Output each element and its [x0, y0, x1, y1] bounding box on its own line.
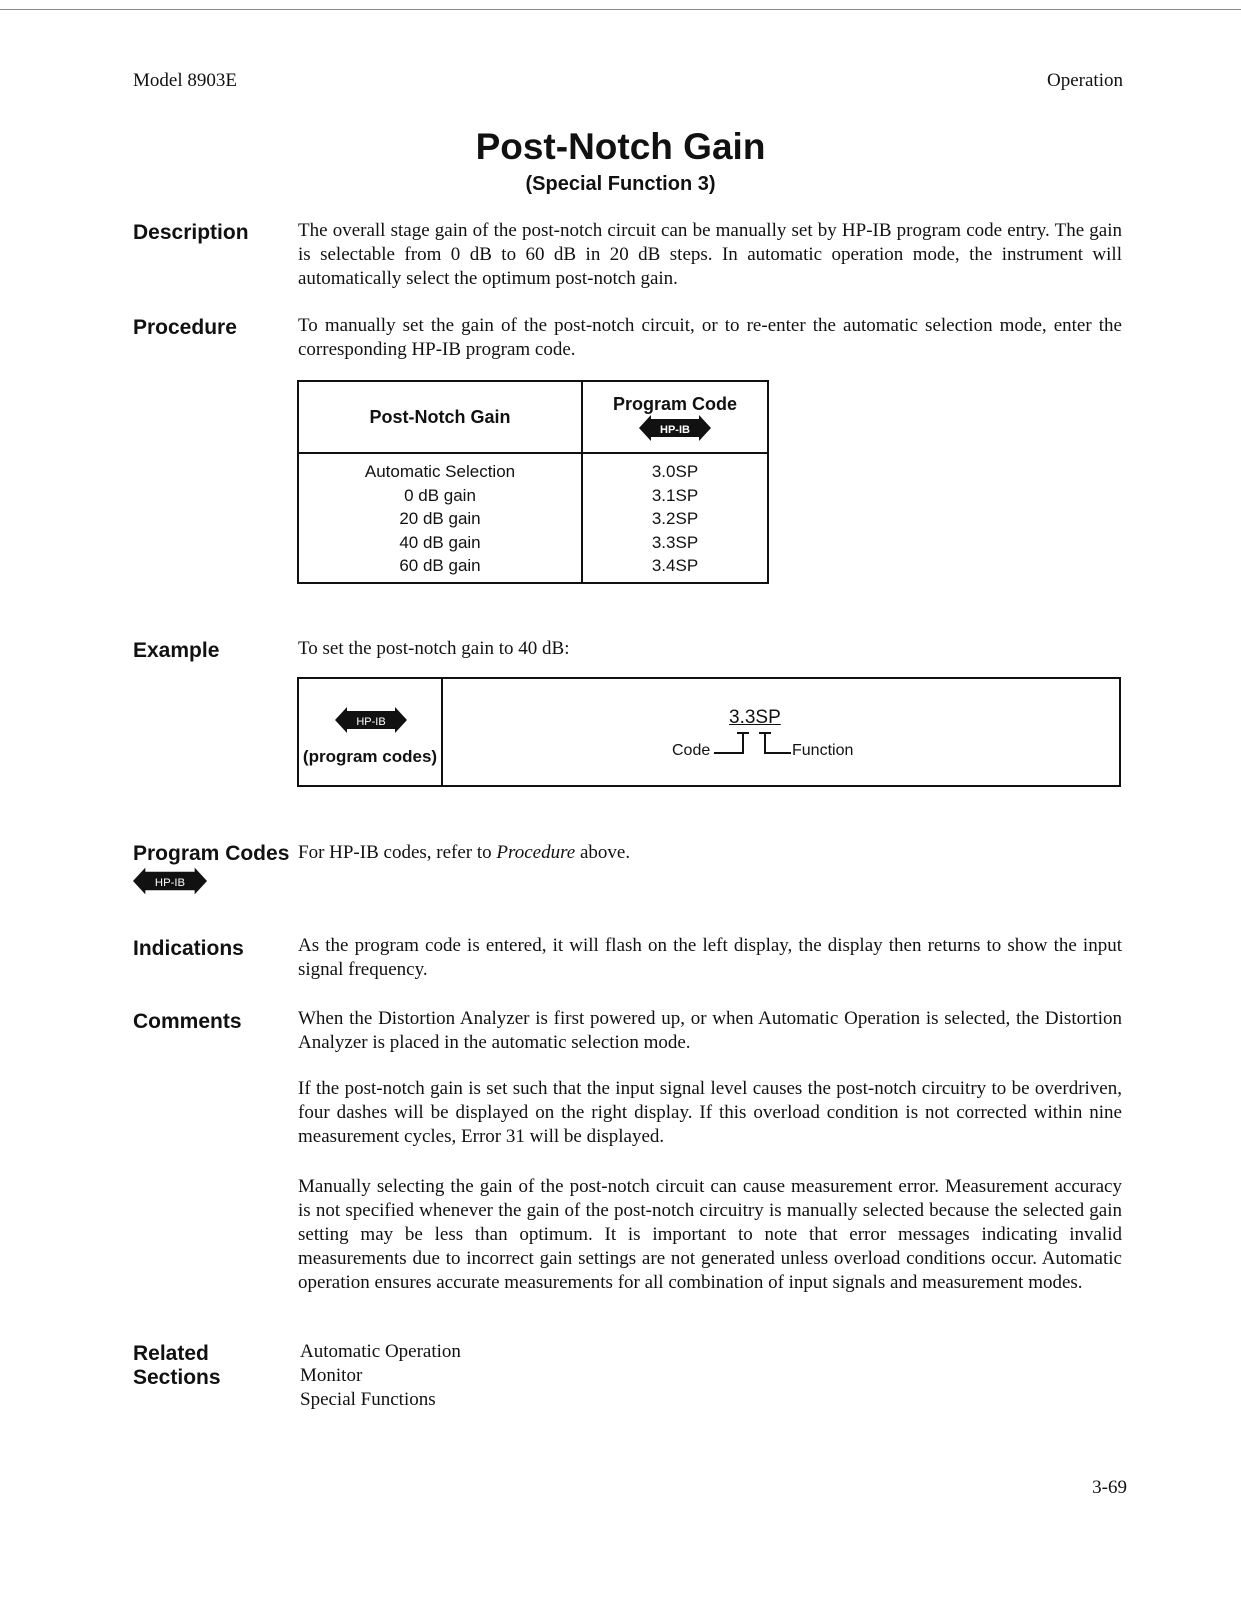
- hpib-arrow-icon: [639, 415, 711, 441]
- description-label: Description: [133, 221, 249, 244]
- procedure-reference: Procedure: [496, 842, 576, 863]
- comments-paragraph: When the Distortion Analyzer is first powered up, or when Automatic Operation is selected, the Distortion Analyzer is placed in the automatic selection mode.: [298, 1008, 1122, 1053]
- section-header: Operation: [1047, 70, 1123, 91]
- code-value: 3.0SP: [651, 462, 699, 481]
- indications-label: Indications: [133, 937, 244, 960]
- code-column-header: [582, 381, 768, 453]
- hpib-arrow-icon: [133, 867, 207, 895]
- related-label-line2: Sections: [133, 1366, 221, 1389]
- code-value: 3.3SP: [651, 532, 699, 552]
- program-code-header-text: Program Code: [612, 393, 738, 414]
- program-codes-section-label: Program Codes: [133, 842, 290, 865]
- code-value: 3.1SP: [651, 485, 699, 505]
- code-cell: [582, 453, 768, 583]
- example-text: To set the post-notch gain to 40 dB:: [298, 638, 570, 659]
- example-box: [297, 677, 1121, 787]
- procedure-text: To manually set the gain of the post-notch circuit, or to re-enter the automatic selection mode, enter the corresponding HP-IB program code.: [298, 315, 1122, 360]
- gain-table: [297, 380, 769, 584]
- gain-cell: [298, 453, 582, 583]
- code-bracket-lines: [711, 731, 793, 759]
- function-label: Function: [792, 742, 854, 759]
- comments-label: Comments: [133, 1010, 242, 1033]
- model-header: Model 8903E: [133, 70, 237, 91]
- page-number: 3-69: [1092, 1477, 1127, 1498]
- top-rule: [0, 9, 1241, 10]
- program-codes-label: (program codes): [302, 747, 438, 766]
- hpib-text: HP-IB: [660, 423, 690, 436]
- comments-paragraph: Manually selecting the gain of the post-notch circuit can cause measurement error. Measurement accuracy is not specified whenever the gain of the post-notch circuitry is manually selected because the selected gain setting may be less than optimum. It is important to note that error messages indicating invalid measurements due to incorrect gain settings are not generated unless overload conditions occur. Automatic operation ensures accurate measurements for all combination of input signals and measurement modes.: [298, 1176, 1122, 1293]
- program-codes-text-after: above.: [575, 842, 631, 863]
- related-item: Monitor: [300, 1365, 363, 1386]
- code-label: Code: [672, 742, 711, 759]
- hpib-arrow-icon: [335, 707, 407, 733]
- gain-value: 20 dB gain: [399, 509, 481, 528]
- gain-value: 0 dB gain: [404, 485, 476, 505]
- gain-column-header: Post-Notch Gain: [298, 381, 582, 453]
- example-hpib-cell: [299, 679, 443, 785]
- gain-value: Automatic Selection: [364, 462, 516, 481]
- related-item: Special Functions: [300, 1389, 436, 1410]
- program-codes-text: [298, 841, 1122, 865]
- page-subtitle: (Special Function 3): [525, 173, 716, 195]
- page-title: Post-Notch Gain: [475, 126, 766, 167]
- code-value: 3.4SP: [651, 556, 699, 575]
- related-label-line1: Related: [133, 1342, 209, 1365]
- indications-text: As the program code is entered, it will flash on the left display, the display then returns to show the input signal frequency.: [298, 935, 1122, 980]
- comments-paragraph: If the post-notch gain is set such that the input signal level causes the post-notch circuitry to be overdriven, four dashes will be displayed on the right display. If this overload condition is not corrected within nine measurement cycles, Error 31 will be displayed.: [298, 1078, 1122, 1147]
- description-text: The overall stage gain of the post-notch circuit can be manually set by HP-IB program code entry. The gain is selectable from 0 dB to 60 dB in 20 dB steps. In automatic operation mode, the instrument will automatically select the optimum post-notch gain.: [298, 220, 1122, 289]
- program-codes-text-before: For HP-IB codes, refer to: [298, 842, 497, 863]
- related-item: Automatic Operation: [300, 1341, 461, 1362]
- gain-value: 40 dB gain: [399, 532, 481, 552]
- example-label: Example: [133, 639, 220, 662]
- procedure-label: Procedure: [133, 316, 237, 339]
- gain-value: 60 dB gain: [399, 556, 481, 575]
- example-code: 3.3SP: [729, 707, 781, 728]
- code-value: 3.2SP: [651, 509, 699, 528]
- hpib-text: HP-IB: [356, 716, 386, 728]
- hpib-text: HP-IB: [154, 877, 186, 890]
